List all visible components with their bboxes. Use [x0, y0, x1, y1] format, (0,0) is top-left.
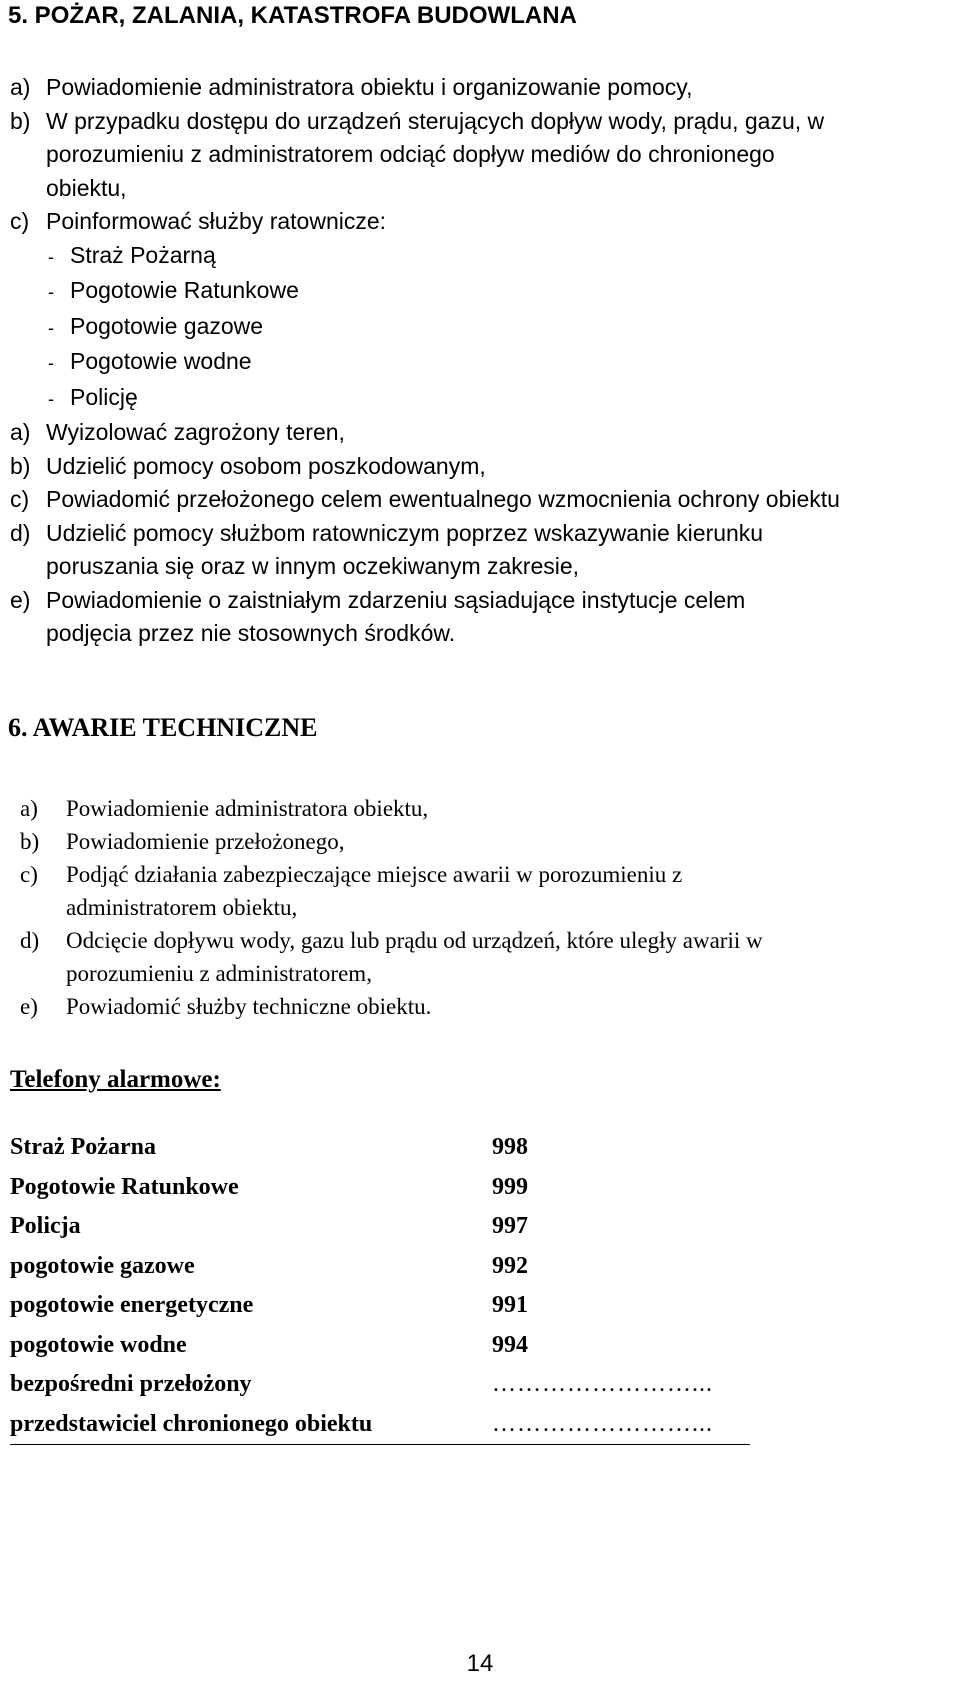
list-item-text: Powiadomienie administratora obiektu,	[66, 796, 429, 821]
service-name: Straż Pożarną	[70, 241, 216, 268]
phone-number: 999	[492, 1173, 528, 1200]
section-5-list	[10, 71, 955, 651]
list-item-continuation: obiektu,	[46, 174, 127, 201]
list-item	[20, 924, 950, 957]
list-item-continuation: podjęcia przez nie stosownych środków.	[46, 620, 456, 646]
list-item-label: a)	[20, 796, 38, 821]
list-item-label: c)	[20, 862, 38, 887]
phone-row	[10, 1247, 750, 1287]
phone-number: 992	[492, 1252, 528, 1279]
phone-name: pogotowie gazowe	[10, 1252, 195, 1279]
phone-name: Policja	[10, 1213, 81, 1240]
list-item	[10, 450, 955, 484]
dash-bullet: -	[48, 282, 54, 302]
dash-bullet: -	[48, 317, 54, 338]
phone-name: Straż Pożarna	[10, 1134, 156, 1161]
section-6-title: 6. AWARIE TECHNICZNE	[8, 713, 318, 742]
dash-bullet: -	[48, 246, 54, 267]
list-item-text: Poinformować służby ratownicze:	[46, 208, 387, 234]
list-item-label: b)	[20, 829, 40, 854]
list-item-label: a)	[10, 74, 31, 100]
list-item-continuation: poruszania się oraz w innym oczekiwanym zakresie,	[46, 553, 580, 579]
list-item-label: e)	[10, 586, 31, 613]
list-item-text: Udzielić pomocy służbom ratowniczym poprzez wskazywanie kierunku	[46, 519, 764, 546]
phone-name: pogotowie wodne	[10, 1331, 187, 1358]
list-item-continuation: administratorem obiektu,	[66, 895, 298, 920]
phone-row	[10, 1207, 750, 1247]
list-item-text: Podjąć działania zabezpieczające miejsce awarii w porozumieniu z	[66, 862, 683, 887]
list-item	[20, 990, 950, 1023]
service-name: Pogotowie gazowe	[70, 312, 264, 339]
phone-number-placeholder: ……………………...	[492, 1371, 713, 1398]
list-item-label: e)	[20, 994, 38, 1019]
list-item	[10, 416, 955, 450]
service-item	[10, 239, 955, 275]
list-item-text: Udzielić pomocy osobom poszkodowanym,	[46, 452, 486, 479]
list-item-text: W przypadku dostępu do urządzeń sterujących dopływ wody, prądu, gazu, w	[46, 107, 825, 134]
phone-number: 991	[492, 1292, 528, 1319]
list-item-label: d)	[10, 519, 31, 546]
page-number: 14	[466, 1650, 494, 1677]
phones-title: Telefony alarmowe:	[10, 1066, 221, 1093]
phones-table	[10, 1128, 750, 1445]
list-item-text: Powiadomić służby techniczne obiektu.	[66, 994, 432, 1019]
phone-row	[10, 1128, 750, 1168]
phone-number: 994	[492, 1331, 528, 1358]
service-item	[10, 345, 955, 381]
service-name: Pogotowie wodne	[70, 348, 252, 374]
service-item	[10, 274, 955, 310]
phone-row	[10, 1365, 750, 1405]
list-item-continuation: porozumieniu z administratorem,	[66, 961, 372, 986]
list-item-text: Wyizolować zagrożony teren,	[46, 419, 345, 445]
phone-name: bezpośredni przełożony	[10, 1371, 252, 1398]
list-item	[10, 584, 955, 618]
list-item	[10, 517, 955, 551]
phone-name: przedstawiciel chronionego obiektu	[10, 1410, 373, 1437]
phone-name: Pogotowie Ratunkowe	[10, 1173, 239, 1200]
list-item	[10, 105, 955, 139]
list-item-label: d)	[20, 928, 40, 953]
list-item-text: Powiadomienie przełożonego,	[66, 829, 345, 854]
dash-bullet: -	[48, 388, 54, 409]
section-6-list	[20, 792, 950, 1023]
phone-row	[10, 1286, 750, 1326]
list-item-label: c)	[10, 486, 30, 512]
phone-row	[10, 1405, 750, 1446]
list-item-text: Powiadomienie o zaistniałym zdarzeniu sąsiadujące instytucje celem	[46, 586, 746, 613]
list-item-label: c)	[10, 208, 30, 234]
service-name: Pogotowie Ratunkowe	[70, 277, 299, 303]
service-item	[10, 381, 955, 417]
list-item-text: Odcięcie dopływu wody, gazu lub prądu od urządzeń, które uległy awarii w	[66, 928, 763, 953]
list-item	[10, 71, 955, 105]
list-item-label: a)	[10, 419, 31, 445]
phone-number-placeholder: ……………………...	[492, 1410, 713, 1437]
phone-name: pogotowie energetyczne	[10, 1292, 254, 1319]
list-item-label: b)	[10, 452, 31, 479]
dash-bullet: -	[48, 353, 54, 373]
list-item	[20, 825, 950, 858]
phone-number: 998	[492, 1134, 528, 1161]
list-item	[10, 205, 955, 239]
list-item	[20, 792, 950, 825]
list-item-continuation: porozumieniu z administratorem odciąć dopływ mediów do chronionego	[46, 141, 775, 167]
service-name: Policję	[70, 383, 138, 410]
phone-row	[10, 1168, 750, 1208]
list-item-text: Powiadomić przełożonego celem ewentualnego wzmocnienia ochrony obiektu	[46, 486, 840, 512]
section-5-title: 5. POŻAR, ZALANIA, KATASTROFA BUDOWLANA	[8, 2, 577, 29]
phone-row	[10, 1326, 750, 1366]
list-item	[10, 483, 955, 517]
list-item-text: Powiadomienie administratora obiektu i organizowanie pomocy,	[46, 74, 693, 100]
phone-number: 997	[492, 1213, 528, 1240]
list-item	[20, 858, 950, 891]
service-item	[10, 310, 955, 346]
list-item-label: b)	[10, 107, 31, 134]
